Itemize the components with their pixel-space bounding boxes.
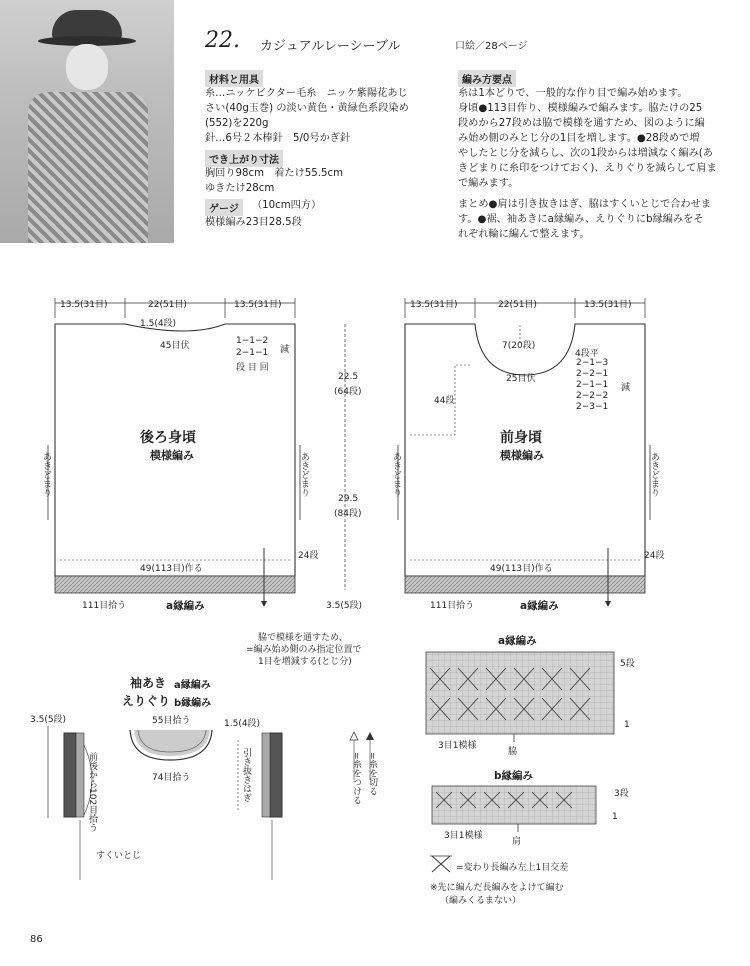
- materials-line: 糸…ニッケビクター毛糸 ニッケ紫陽花あじ: [205, 88, 408, 99]
- materials-heading: 材料と用具: [205, 70, 263, 87]
- note-line: 脇で模様を通すため、: [258, 633, 348, 643]
- chart-b-title: b縁編み: [494, 770, 534, 782]
- howto-line: れぞれ輪に編んで整えます。: [458, 229, 590, 240]
- neckline-label: えりぐり: [122, 694, 171, 708]
- chart-a-mark: 脇: [508, 747, 518, 757]
- back-cast-on: 49(113目)作る: [140, 564, 203, 574]
- note-line: =編み始め側のみ指定位置で: [246, 645, 362, 655]
- chart-b-mark: 肩: [512, 837, 522, 847]
- armhole-label: 袖あき: [130, 676, 167, 690]
- back-neck-rows: 1.5(4段): [140, 319, 177, 329]
- back-dec-header: 段 目 回: [236, 363, 269, 373]
- chart-a-start: 1: [624, 720, 630, 730]
- symbol-desc: =変わり長編み左上1目交差: [456, 863, 569, 873]
- shoulder-join: 引き抜きはぎ: [241, 748, 251, 802]
- back-opening-left: あきどまり: [41, 452, 51, 497]
- chart-a-rows: 5段: [620, 659, 635, 669]
- armhole-pick-102: 前後から102目拾う: [87, 752, 97, 833]
- howto-line: す。●裾、袖あきにa縁編み、えりぐりにb縁編みをそ: [458, 214, 704, 225]
- symbol-note: （編みくるまない）: [440, 896, 522, 906]
- front-dec-row: 2−3−1: [576, 402, 609, 412]
- back-lower-height: 29.5: [338, 494, 359, 504]
- back-dec-row: 2−1−1: [236, 348, 269, 358]
- howto-line: 段めから27段めは脇で模様を通すため、図のように編: [458, 118, 705, 129]
- size-heading: でき上がり寸法: [205, 150, 283, 167]
- neck-border-rows: 1.5(4段): [224, 719, 261, 729]
- front-dec-row: 2−1−1: [576, 380, 609, 390]
- gauge-heading: ゲージ: [205, 199, 243, 216]
- legend-cut: =糸を切る: [367, 752, 377, 796]
- back-side-width: 13.5(31目): [234, 300, 282, 310]
- howto-line: やしたとじ分を減らし、次の1段からは増減なく編み(あ: [458, 148, 713, 159]
- front-mid-width: 22(51目): [498, 300, 537, 310]
- howto-line: きどまりに糸印をつけておく)、えりぐりを減らして肩ま: [458, 163, 717, 174]
- pattern-title: カジュアルレーシーブル: [260, 39, 401, 54]
- front-opening-right: あきどまり: [649, 452, 659, 497]
- front-side-width: 13.5(31目): [584, 300, 632, 310]
- front-neck-height: 44段: [434, 396, 455, 406]
- front-dec-row: 2−2−2: [576, 391, 609, 401]
- chart-b-repeat: 3目1模様: [444, 831, 483, 841]
- chart-a-title: a縁編み: [498, 635, 537, 647]
- pattern-number: 22.: [205, 28, 240, 53]
- front-neck-depth: 7(20段): [502, 341, 536, 351]
- front-body-title: 前身頃: [500, 430, 542, 446]
- materials-line: (552)を220g: [205, 118, 269, 129]
- back-lower-rows: (84段): [334, 509, 362, 519]
- front-dec-row: 2−1−3: [576, 358, 609, 368]
- howto-line: 身頃●113目作り、模様編みで編みます。脇たけの25: [458, 103, 703, 114]
- note-line: 1目を増減する(とじ分): [258, 657, 352, 667]
- symbol-note: ※先に編んだ長編みをよけて編む: [430, 883, 564, 893]
- howto-heading: 編み方要点: [458, 70, 516, 87]
- size-line: ゆきたけ28cm: [205, 183, 275, 194]
- neck-pick-74: 74目拾う: [152, 773, 191, 783]
- cross-stitch-symbol: [430, 856, 452, 872]
- chart-b-grid: [432, 786, 596, 832]
- front-side-width: 13.5(31目): [410, 300, 458, 310]
- front-side-rows: 24段: [644, 551, 665, 561]
- front-cast-on: 49(113目)作る: [490, 564, 553, 574]
- back-dec-word: 減: [280, 345, 290, 355]
- back-side-width: 13.5(31目): [60, 300, 108, 310]
- neckline-border: b縁編み: [174, 698, 212, 709]
- front-flat-rows: 4段平: [575, 349, 599, 359]
- chart-b-rows: 3段: [614, 789, 629, 799]
- chart-a-grid: [426, 652, 614, 742]
- front-opening-left: あきどまり: [391, 452, 401, 497]
- front-pick-up: 111目拾う: [430, 601, 475, 611]
- back-bind-off: 45目伏: [160, 341, 190, 351]
- front-bind-off: 25目伏: [506, 374, 536, 384]
- back-pick-up: 111目拾う: [82, 601, 127, 611]
- armhole-height: 3.5(5段): [30, 715, 67, 725]
- back-upper-rows: (64段): [334, 387, 362, 397]
- materials-line: さい(40g玉巻) の淡い黄色・黄緑色系段染め: [205, 103, 409, 114]
- back-upper-height: 22.5: [338, 372, 359, 382]
- neck-pick-55: 55目拾う: [152, 716, 191, 726]
- front-border: a縁編み: [520, 600, 559, 612]
- size-line: 胸回り98cm 着たけ55.5cm: [205, 168, 344, 179]
- howto-line: み始め側のみとじ分の1目を増します。●28段めで増: [458, 133, 700, 144]
- chart-b-start: 1: [612, 812, 618, 822]
- back-dec-row: 1−1−2: [236, 336, 269, 346]
- back-body-pattern: 模様編み: [150, 449, 194, 462]
- back-body-title: 後ろ身頃: [140, 430, 196, 446]
- howto-line: まとめ●肩は引き抜きはぎ、脇はすくいとじで合わせま: [458, 199, 711, 210]
- front-dec-row: 2−2−1: [576, 369, 609, 379]
- gauge-line: 模様編み23目28.5段: [205, 217, 302, 228]
- armhole-border: a縁編み: [174, 680, 211, 691]
- back-side-rows: 24段: [298, 551, 319, 561]
- back-hem-height: 3.5(5段): [326, 601, 363, 611]
- front-body-pattern: 模様編み: [500, 449, 544, 462]
- back-opening-right: あきどまり: [299, 452, 309, 497]
- back-mid-width: 22(51目): [148, 300, 187, 310]
- legend-attach: =糸をつける: [351, 752, 361, 805]
- page-number: 86: [30, 934, 43, 945]
- chart-a-repeat: 3目1模様: [438, 741, 477, 751]
- howto-line: で編みます。: [458, 178, 519, 189]
- front-dec-word: 減: [621, 383, 631, 393]
- howto-line: 糸は1本どりで、一般的な作り目で編み始めます。: [458, 88, 688, 99]
- gauge-sub: （10cm四方）: [252, 200, 322, 211]
- materials-line: 針…6号２本棒針 5/0号かぎ針: [205, 133, 351, 144]
- page-reference: 口絵／28ページ: [455, 41, 528, 52]
- back-border: a縁編み: [166, 600, 205, 612]
- side-seam: すくいとじ: [96, 851, 142, 861]
